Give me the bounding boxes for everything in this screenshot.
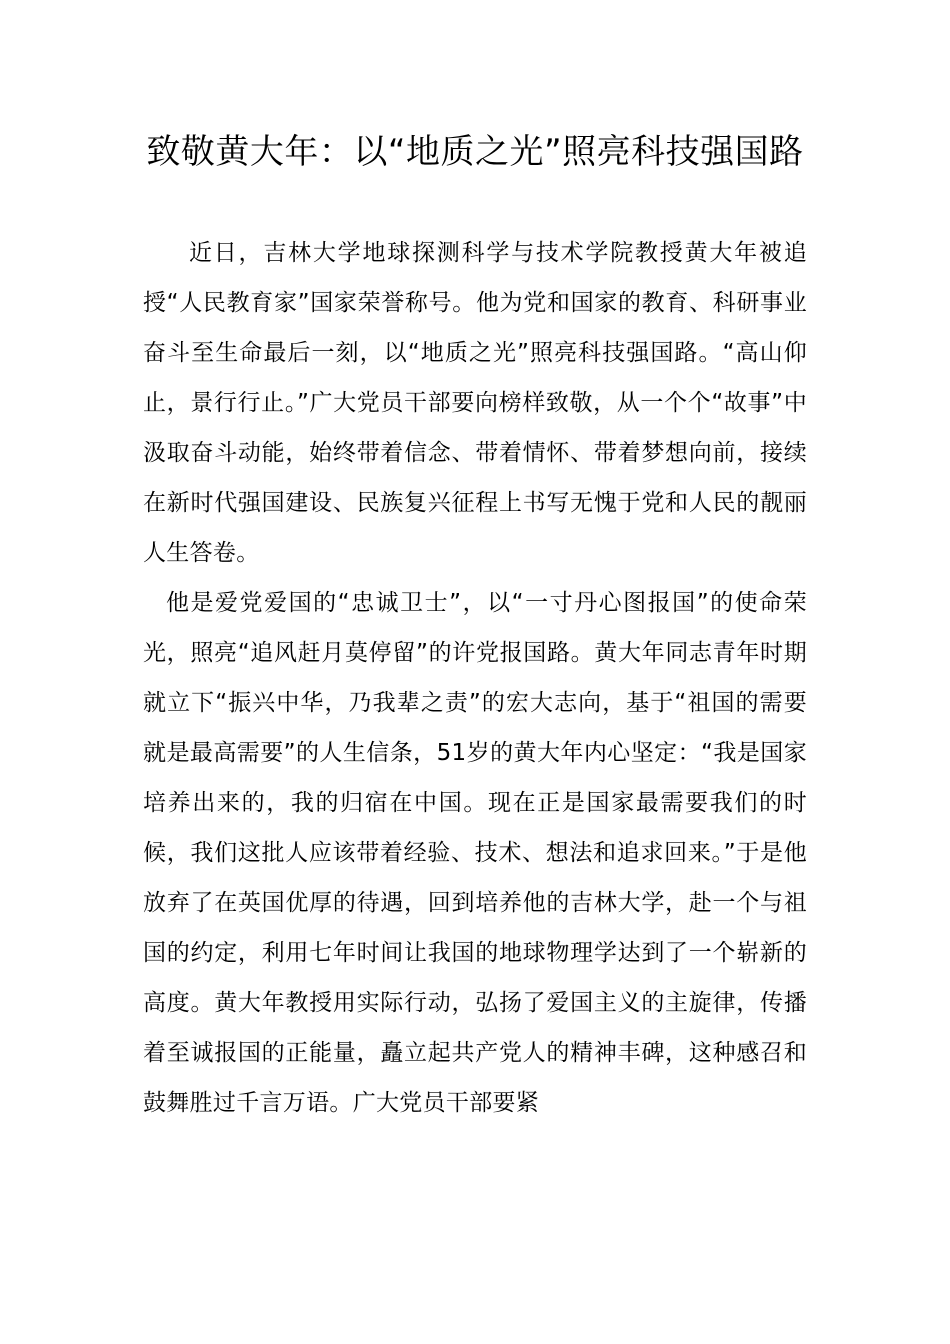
document-title: 致敬黄大年：以“地质之光”照亮科技强国路	[146, 132, 804, 172]
paragraph-1: 近日，吉林大学地球探测科学与技术学院教授黄大年被追授“人民教育家”国家荣誉称号。他为党和国家的教育、科研事业奋斗至生命最后一刻，以“地质之光”照亮科技强国路。“高山仰止，景行行止。”广大党员干部要向榜样致敬，从一个个“故事”中汲取奋斗动能，始终带着信念、带着情怀、带着梦想向前，接续在新时代强国建设、民族复兴征程上书写无愧于党和人民的靓丽人生答卷。	[143, 240, 807, 566]
paragraph-2: 他是爱党爱国的“忠诚卫士”，以“一寸丹心图报国”的使命荣光，照亮“追风赶月莫停留”的许党报国路。黄大年同志青年时期就立下“振兴中华，乃我辈之责”的宏大志向，基于“祖国的需要就是最高需要”的人生信条，51岁的黄大年内心坚定：“我是国家培养出来的，我的归宿在中国。现在正是国家最需要我们的时候，我们这批人应该带着经验、技术、想法和追求回来。”于是他放弃了在英国优厚的待遇，回到培养他的吉林大学，赴一个与祖国的约定，利用七年时间让我国的地球物理学达到了一个崭新的高度。黄大年教授用实际行动，弘扬了爱国主义的主旋律，传播着至诚报国的正能量，矗立起共产党人的精神丰碑，这种感召和鼓舞胜过千言万语。广大党员干部要紧	[143, 590, 807, 1116]
document-body	[143, 228, 807, 1128]
